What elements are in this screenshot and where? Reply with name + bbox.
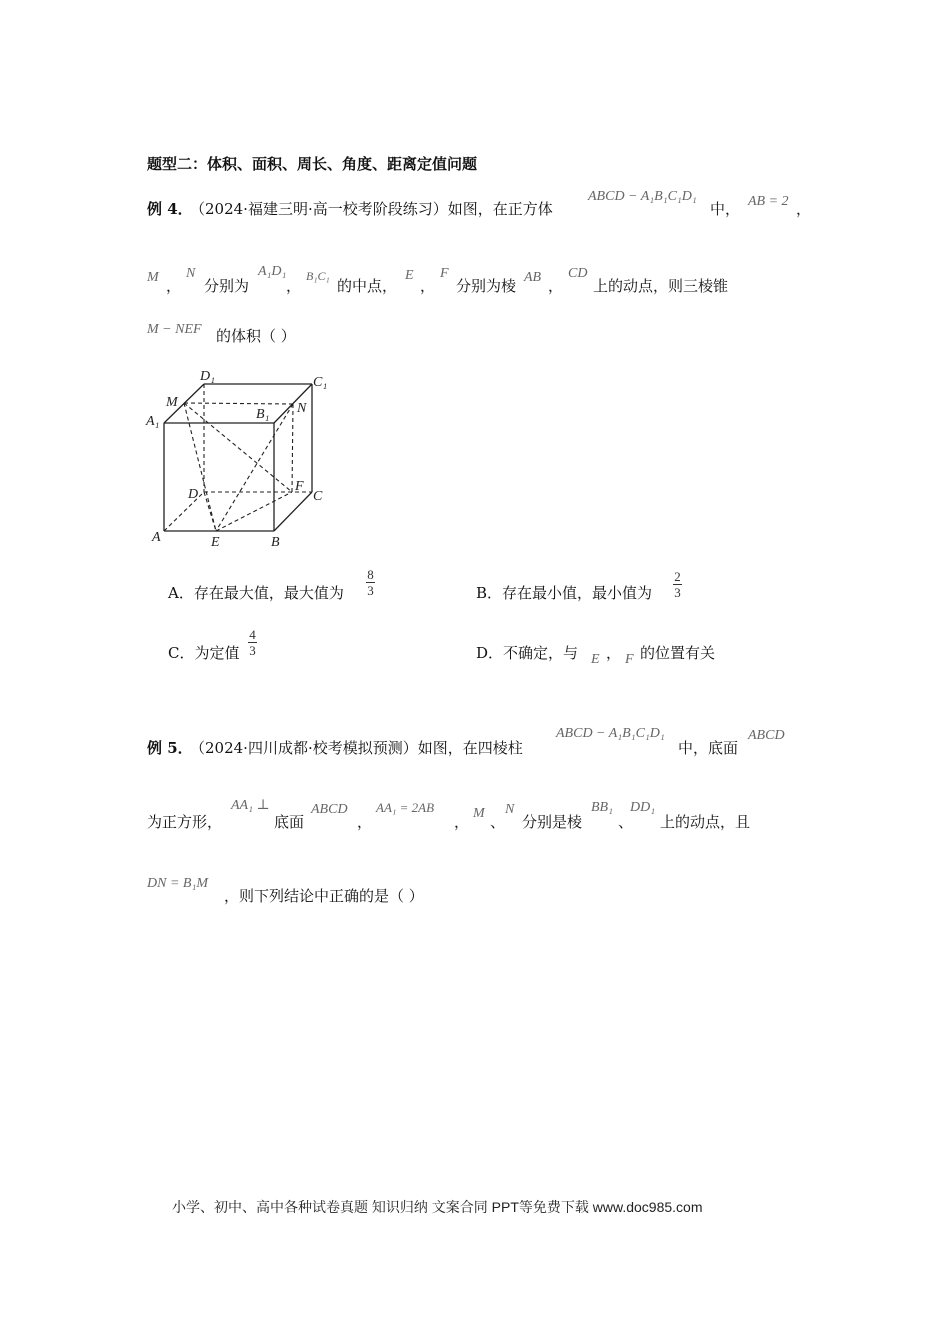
- segment-mf: [184, 403, 292, 492]
- dun-mark: 、: [618, 813, 634, 831]
- moving-text-5: 上的动点，且: [660, 813, 751, 831]
- base2-text: 底面: [274, 813, 305, 831]
- example-4-source: （2024·福建三明·高一校考阶段练习）如图，在正方体: [190, 200, 553, 218]
- cube-figure: [140, 360, 340, 555]
- aa1-equals: AA₁ = 2AB: [376, 800, 435, 815]
- label-f: F: [295, 479, 304, 494]
- comma: ，: [548, 277, 564, 295]
- comma: ，: [166, 277, 182, 295]
- point-n-5: N: [505, 802, 515, 817]
- base2-abcd: ABCD: [311, 802, 348, 817]
- label-a: A: [152, 530, 161, 545]
- label-m: M: [166, 395, 178, 410]
- comma: ，: [420, 277, 436, 295]
- tetrahedron-name: M − NEF: [147, 322, 202, 337]
- comma: ，: [286, 277, 302, 295]
- prism-name: ABCD − A₁B₁C₁D₁: [556, 726, 665, 741]
- numerator: 8: [367, 567, 374, 582]
- option-b-fraction: [673, 570, 682, 599]
- in-text: 中，: [710, 200, 741, 218]
- fenbie-leng-text: 分别为棱: [456, 277, 517, 295]
- dun-mark: 、: [490, 813, 506, 831]
- segment-de: [204, 492, 216, 531]
- comma: ，: [357, 813, 373, 831]
- option-a-fraction: [366, 568, 375, 597]
- label-e: E: [211, 535, 220, 550]
- label-c1: C₁: [313, 375, 328, 390]
- dn-equals: DN = B₁M: [147, 876, 208, 891]
- moving-text: 上的动点，则三棱锥: [593, 277, 729, 295]
- numerator: 2: [674, 569, 681, 584]
- comma: ，: [606, 644, 622, 662]
- numerator: 4: [249, 627, 256, 642]
- denominator: 3: [249, 643, 256, 658]
- midpoint-text: 的中点，: [337, 277, 398, 295]
- aa1-perp: AA₁ ⊥: [231, 798, 270, 813]
- comma: ，: [454, 813, 470, 831]
- label-d: D: [188, 487, 199, 502]
- edge-a1d1: A₁D₁: [258, 264, 287, 279]
- point-f: F: [440, 266, 449, 281]
- base-text: 中，底面: [678, 739, 739, 757]
- example-4-label: 例 4．: [147, 200, 193, 218]
- ab-equals: AB = 2: [748, 194, 789, 209]
- volume-text: 的体积（ ）: [216, 327, 296, 345]
- denominator: 3: [674, 585, 681, 600]
- denominator: 3: [367, 583, 374, 598]
- section-title: 题型二：体积、面积、周长、角度、距离定值问题: [147, 155, 478, 173]
- example-5-label: 例 5．: [147, 739, 193, 757]
- edge-dd1: DD₁: [630, 800, 656, 815]
- example-5-source: （2024·四川成都·校考模拟预测）如图，在四棱柱: [190, 739, 523, 757]
- edge-cd: CD: [568, 266, 588, 281]
- comma: ，: [796, 200, 812, 218]
- point-m: M: [147, 270, 159, 285]
- edge-bb1: BB₁: [591, 800, 613, 815]
- point-n: N: [186, 266, 196, 281]
- square-text: 为正方形，: [147, 813, 223, 831]
- segment-nf: [292, 404, 293, 492]
- label-b: B: [271, 535, 280, 550]
- segment-me: [184, 403, 216, 531]
- edge-ab: AB: [524, 270, 542, 285]
- label-d1: D₁: [200, 369, 215, 384]
- footer-banner: 小学、初中、高中各种试卷真题 知识归纳 文案合同 PPT等免费下载 www.doc985.com: [172, 1199, 703, 1215]
- option-d[interactable]: D．不确定，与: [476, 644, 579, 662]
- option-d-f: F: [625, 652, 634, 667]
- base-abcd: ABCD: [748, 728, 785, 743]
- cube-name: ABCD − A₁B₁C₁D₁: [588, 189, 697, 204]
- segment-mn: [184, 403, 293, 404]
- label-n: N: [297, 401, 307, 416]
- option-d-end: 的位置有关: [640, 644, 716, 662]
- label-c: C: [313, 489, 323, 504]
- option-d-e: E: [591, 652, 600, 667]
- edge-b1c1: B₁C₁: [306, 269, 330, 283]
- option-b[interactable]: B．存在最小值，最小值为: [476, 584, 653, 602]
- fenbie-text: 分别为: [204, 277, 250, 295]
- label-b1: B₁: [256, 407, 270, 422]
- option-a[interactable]: A．存在最大值，最大值为: [168, 584, 344, 602]
- question-text: ，则下列结论中正确的是（ ）: [224, 887, 424, 905]
- label-a1: A₁: [146, 414, 160, 429]
- point-m-5: M: [473, 806, 485, 821]
- fenbie-text-5: 分别是棱: [522, 813, 583, 831]
- option-c[interactable]: C．为定值: [168, 644, 240, 662]
- point-e: E: [405, 268, 414, 283]
- option-c-fraction: [248, 628, 257, 657]
